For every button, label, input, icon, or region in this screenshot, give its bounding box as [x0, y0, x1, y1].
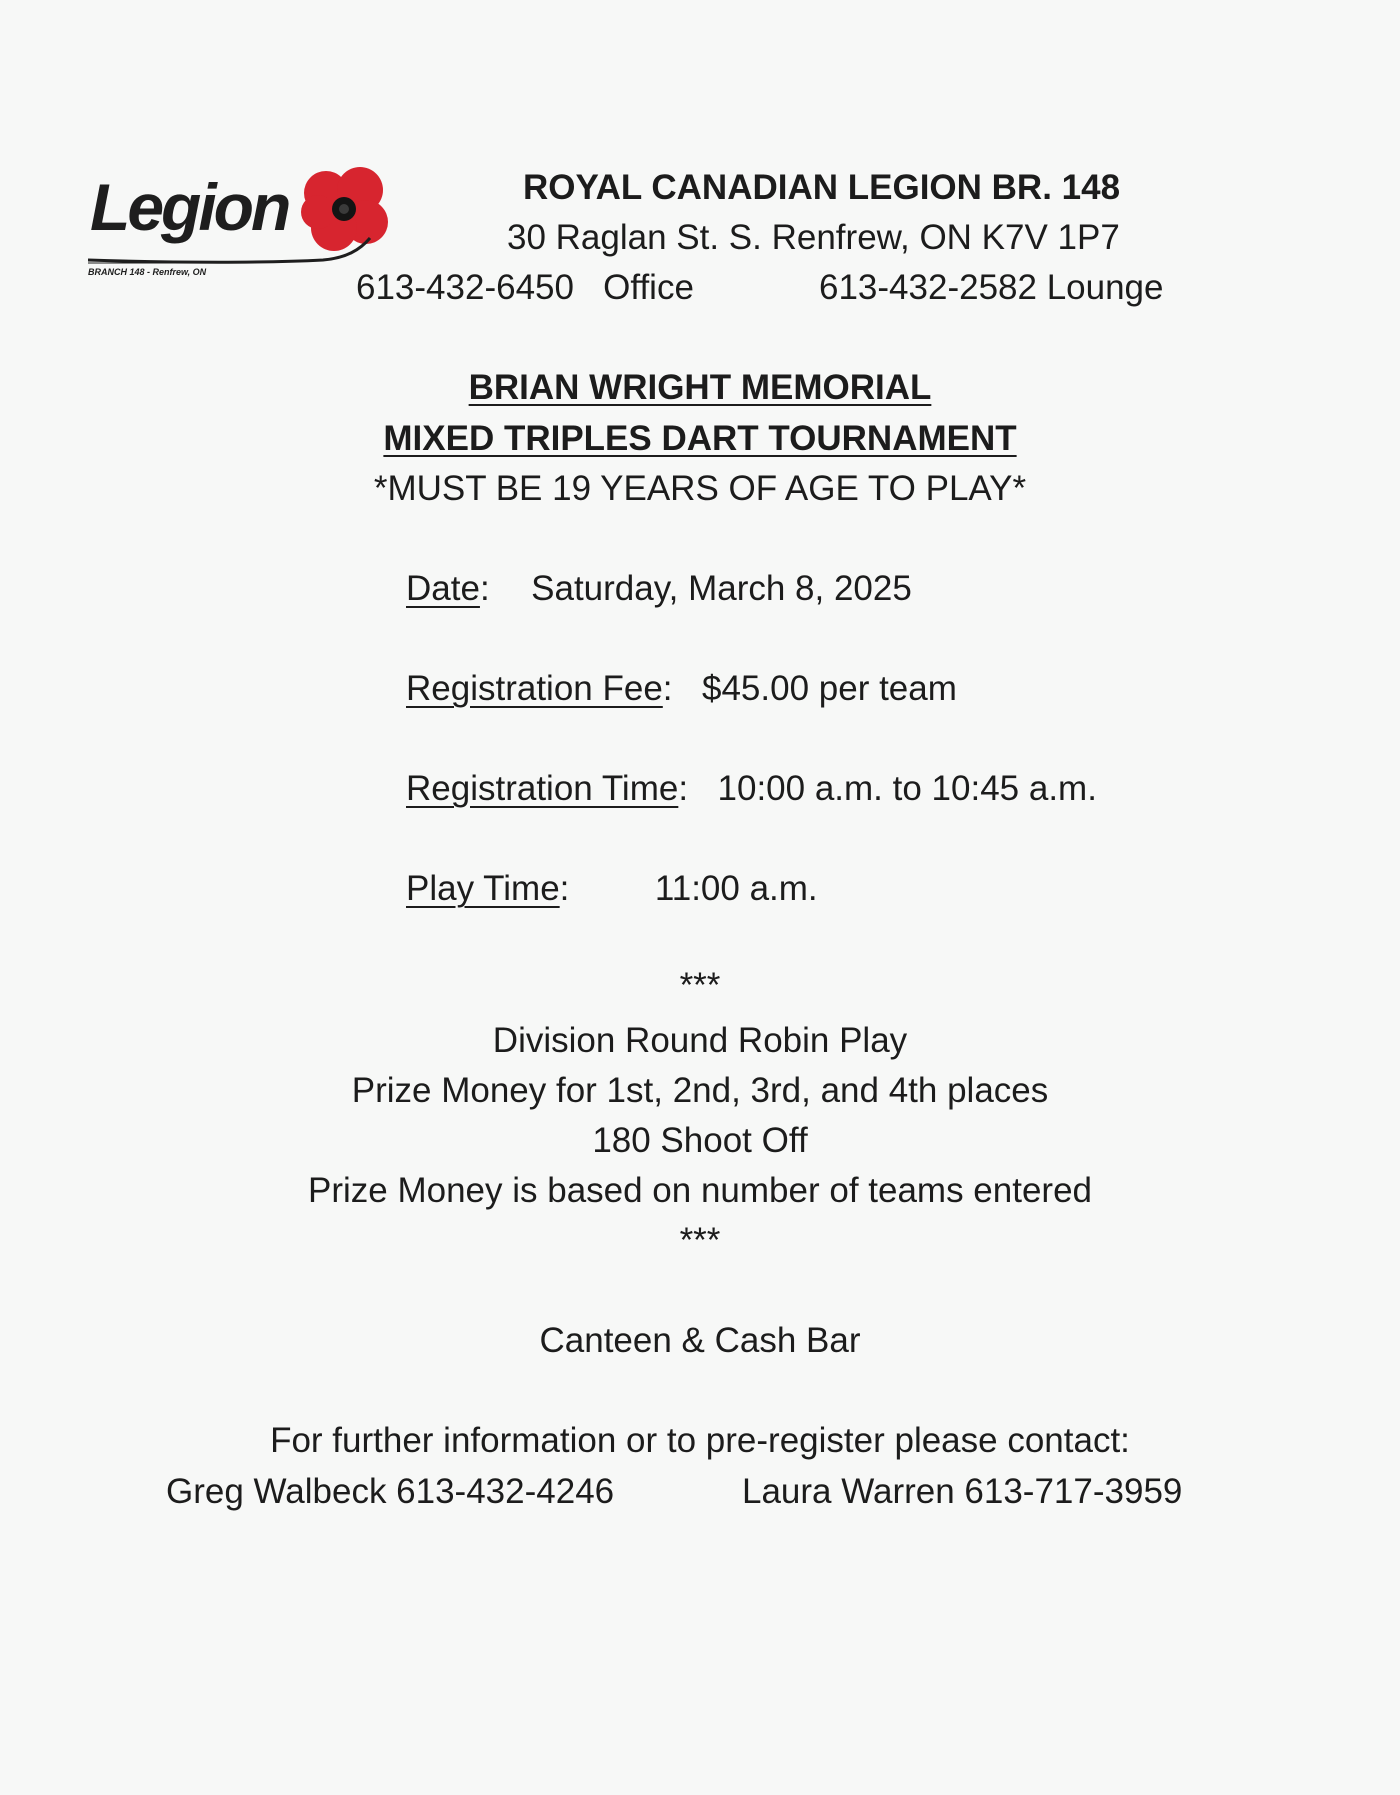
- divider-top: ***: [679, 966, 721, 1005]
- detail-label: Registration Time: [406, 769, 679, 808]
- phone-office: 613-432-6450 Office: [356, 268, 694, 307]
- detail-registration-fee: [406, 668, 957, 710]
- legion-logo: [88, 160, 408, 285]
- detail-value: Saturday, March 8, 2025: [531, 569, 912, 608]
- contact-laura: Laura Warren 613-717-3959: [742, 1472, 1183, 1511]
- detail-date: [406, 568, 912, 610]
- logo-wordmark: Legion: [90, 170, 289, 244]
- info-line-prize-places: Prize Money for 1st, 2nd, 3rd, and 4th places: [351, 1071, 1049, 1110]
- detail-sep: :: [678, 769, 689, 808]
- divider-bottom: ***: [679, 1221, 721, 1260]
- logo-branch-text: BRANCH 148 - Renfrew, ON: [88, 267, 207, 277]
- detail-sep: :: [479, 569, 490, 608]
- info-line-prize-basis: Prize Money is based on number of teams entered: [307, 1171, 1093, 1210]
- age-notice: *MUST BE 19 YEARS OF AGE TO PLAY*: [373, 469, 1027, 508]
- contact-greg: Greg Walbeck 613-432-4246: [166, 1472, 615, 1511]
- detail-label: Play Time: [406, 869, 560, 908]
- contact-prompt: For further information or to pre-register please contact:: [270, 1421, 1130, 1460]
- canteen-note: Canteen & Cash Bar: [539, 1321, 861, 1360]
- detail-value: 11:00 a.m.: [654, 869, 818, 908]
- phone-lounge: 613-432-2582 Lounge: [819, 268, 1164, 307]
- detail-value: 10:00 a.m. to 10:45 a.m.: [717, 769, 1097, 808]
- org-address: 30 Raglan St. S. Renfrew, ON K7V 1P7: [507, 218, 1120, 257]
- detail-label: Registration Fee: [406, 669, 663, 708]
- detail-registration-time: [406, 768, 1097, 810]
- event-title-line1: BRIAN WRIGHT MEMORIAL: [468, 368, 932, 407]
- detail-value: $45.00 per team: [702, 669, 957, 708]
- info-line-shoot-off: 180 Shoot Off: [592, 1121, 808, 1160]
- detail-play-time: [406, 868, 818, 910]
- detail-label: Date: [406, 569, 480, 608]
- detail-sep: :: [559, 869, 570, 908]
- org-name: ROYAL CANADIAN LEGION BR. 148: [523, 168, 1121, 207]
- event-title-line2: MIXED TRIPLES DART TOURNAMENT: [383, 419, 1017, 458]
- info-line-round-robin: Division Round Robin Play: [492, 1021, 908, 1060]
- detail-sep: :: [662, 669, 673, 708]
